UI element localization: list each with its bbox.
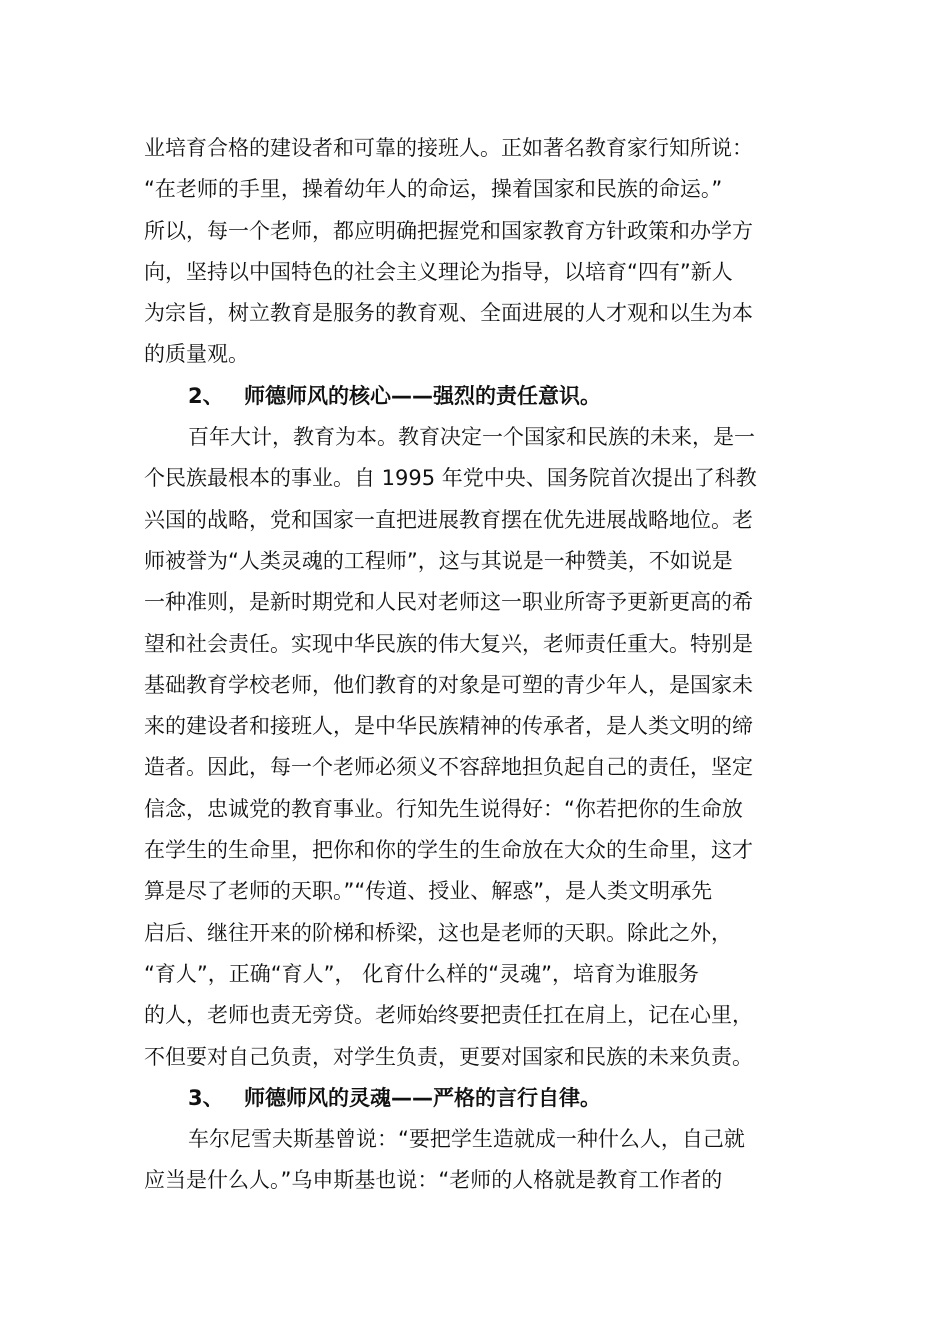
paragraph-line: 应当是什么人。”乌申斯基也说：“老师的人格就是教育工作者的 <box>144 1168 723 1193</box>
paragraph-line: 不但要对自己负责，对学生负责，更要对国家和民族的未来负责。 <box>144 1044 753 1069</box>
paragraph-line: 在学生的生命里，把你和你的学生的生命放在大众的生命里，这才 <box>144 838 753 863</box>
section-heading-2 <box>144 376 804 417</box>
paragraph-line: “育人”，正确“育人”， 化育什么样的“灵魂”，培育为谁服务 <box>144 961 699 986</box>
paragraph-line: 业培育合格的建设者和可靠的接班人。正如著名教育家行知所说： <box>144 136 753 160</box>
paragraph-line: 兴国的战略，党和国家一直把进展教育摆在优先进展战略地位。老 <box>144 507 753 532</box>
heading-number: 2、 <box>188 383 224 408</box>
paragraph-line: 车尔尼雪夫斯基曾说：“要把学生造就成一种什么人，自己就 <box>188 1127 745 1152</box>
heading-text: 师德师风的灵魂——严格的言行自律。 <box>244 1085 601 1110</box>
paragraph-line: 造者。因此，每一个老师必须义不容辞地担负起自己的责任，坚定 <box>144 755 753 780</box>
paragraph-line: “在老师的手里，操着幼年人的命运，操着国家和民族的命运。” <box>144 177 723 202</box>
paragraph-line: 师被誉为“人类灵魂的工程师”，这与其说是一种赞美，不如说是 <box>144 548 733 573</box>
section-heading-3 <box>144 1078 804 1119</box>
paragraph-line: 个民族最根本的事业。自 1995 年党中央、国务院首次提出了科教 <box>144 466 757 491</box>
paragraph-line: 的人，老师也责无旁贷。老师始终要把责任扛在肩上，记在心里， <box>144 1003 753 1028</box>
paragraph-line: 百年大计，教育为本。教育决定一个国家和民族的未来，是一 <box>188 425 755 450</box>
document-body <box>144 128 804 1202</box>
heading-text: 师德师风的核心——强烈的责任意识。 <box>244 383 601 408</box>
paragraph-line: 来的建设者和接班人，是中华民族精神的传承者，是人类文明的缔 <box>144 714 753 739</box>
paragraph-line: 所以，每一个老师，都应明确把握党和国家教育方针政策和办学方 <box>144 218 753 243</box>
paragraph-line: 信念，忠诚党的教育事业。行知先生说得好：“你若把你的生命放 <box>144 796 743 821</box>
paragraph-line: 望和社会责任。实现中华民族的伟大复兴，老师责任重大。特别是 <box>144 631 753 656</box>
paragraph-line: 基础教育学校老师，他们教育的对象是可塑的青少年人，是国家未 <box>144 672 753 697</box>
paragraph-line: 为宗旨，树立教育是服务的教育观、全面进展的人才观和以生为本 <box>144 301 753 326</box>
paragraph-line: 的质量观。 <box>144 342 249 367</box>
paragraph-line: 向，坚持以中国特色的社会主义理论为指导，以培育“四有”新人 <box>144 259 733 284</box>
heading-number: 3、 <box>188 1085 224 1110</box>
paragraph-line: 启后、继往开来的阶梯和桥梁，这也是老师的天职。除此之外， <box>144 920 732 945</box>
paragraph-line: 一种准则，是新时期党和人民对老师这一职业所寄予更新更高的希 <box>144 590 753 615</box>
paragraph-line: 算是尽了老师的天职。”“传道、授业、解惑”，是人类文明承先 <box>144 879 713 904</box>
